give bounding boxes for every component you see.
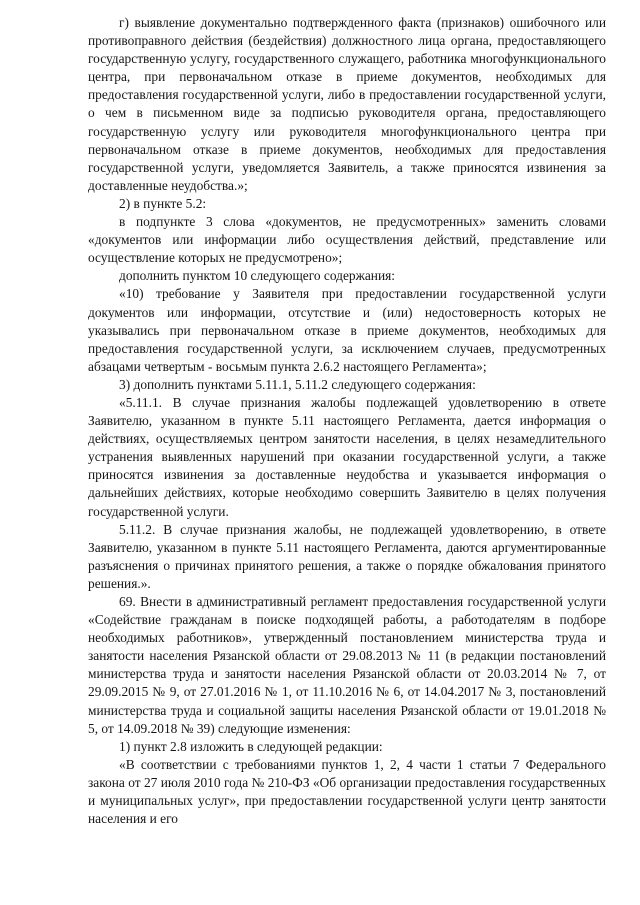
paragraph-item-g: г) выявление документально подтвержденного факта (признаков) ошибочного или противоправного действия (бездействия) должностного лица органа, предоставляющего государственную услугу, государственного служащего, работника многофункционального центра, при первоначальном отказе в приеме документов, необходимых для предоставления государственной услуги, либо в предоставлении государственной услуги, о чем в письменном виде за подписью руководителя органа, предоставляющего государственную услугу или руководителя многофункционального центра при первоначальном отказе в приеме документов, необходимых для предоставления государственной услуги, уведомляется Заявитель, а также приносятся извинения за доставленные неудобства.»;	[88, 15, 606, 193]
paragraph-item-3: 3) дополнить пунктами 5.11.1, 5.11.2 следующего содержания:	[119, 376, 476, 392]
paragraph-subpoint-3: в подпункте 3 слова «документов, не предусмотренных» заменить словами «документов или информации либо осуществления действий, представление или осуществление которых не предусмотрено»;	[88, 214, 606, 266]
paragraph-point-10-text: «10) требование у Заявителя при предоставлении государственной услуги документов или информации, отсутствие и (или) недостоверность которых не указывались при первоначальном отказе в приеме документов, необходимых для предоставления государственной услуги, за исключением случаев, предусмотренных абзацами четвертым - восьмым пункта 2.6.2 настоящего Регламента»;	[88, 286, 606, 374]
paragraph-add-point-10: дополнить пунктом 10 следующего содержания:	[119, 268, 396, 284]
paragraph-point-2-8: 1) пункт 2.8 изложить в следующей редакции:	[119, 738, 383, 754]
paragraph-5-11-1: «5.11.1. В случае признания жалобы подлежащей удовлетворению в ответе Заявителю, указанном в пункте 5.11 настоящего Регламента, дается информация о действиях, осуществляемых центром занятости населения, в целях незамедлительного устранения выявленных нарушений при оказании государственной услуги, а также приносятся извинения за доставленные неудобства и указывается информация о дальнейших действиях, которые необходимо совершить Заявителю в целях получения государственной услуги.	[88, 394, 606, 519]
paragraph-5-11-2: 5.11.2. В случае признания жалобы, не подлежащей удовлетворению, в ответе Заявителю, указанном в пункте 5.11 настоящего Регламента, даются аргументированные разъяснения о причинах принятого решения, а также о порядке обжалования принятого решения.».	[88, 521, 606, 591]
paragraph-item-2: 2) в пункте 5.2:	[119, 195, 207, 211]
paragraph-point-2-8-text: «В соответствии с требованиями пунктов 1, 2, 4 части 1 статьи 7 Федерального закона от 27 июля 2010 года № 210-ФЗ «Об организации предоставления государственных и муниципальных услуг», при предоставлении государственной услуги центр занятости населения и его	[88, 756, 606, 827]
paragraph-69: 69. Внести в административный регламент предоставления государственной услуги «Содействие гражданам в поиске подходящей работы, а работодателям в подборе необходимых работников», утвержденный постановлением министерства труда и занятости населения Рязанской области от 29.08.2013 № 11 (в редакции постановлений министерства труда и занятости населения Рязанской области от 20.03.2014 № 7, от 29.09.2015 № 9, от 27.01.2016 № 1, от 11.10.2016 № 6, от 14.04.2017 № 3, постановлений министерства труда и социальной защиты населения Рязанской области от 19.01.2018 № 5, от 14.09.2018 № 39) следующие изменения:	[88, 594, 606, 736]
